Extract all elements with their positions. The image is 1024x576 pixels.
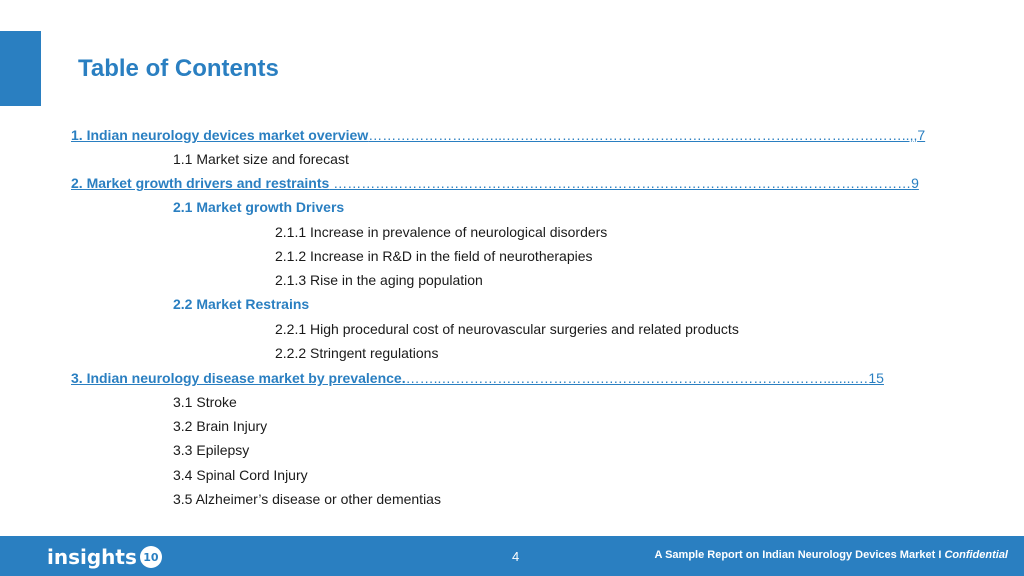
toc-leader-dots: ………………………………………………………………….………………………………………… <box>329 175 912 191</box>
toc-entry-2-1-3: 2.1.3 Rise in the aging population <box>275 272 483 288</box>
insights10-logo <box>47 544 162 570</box>
toc-entry-2-1: 2.1 Market growth Drivers <box>173 199 345 215</box>
toc-entry-2-1-2: 2.1.2 Increase in R&D in the field of neurotherapies <box>275 248 593 264</box>
toc-entry-2-1-1: 2.1.1 Increase in prevalence of neurological disorders <box>275 224 608 240</box>
confidential-label: Confidential <box>944 549 1008 561</box>
toc-entry-2[interactable] <box>71 174 919 192</box>
toc-entry-1-1: 1.1 Market size and forecast <box>173 151 349 167</box>
toc-entry-title: 3. Indian neurology disease market by prevalence. <box>71 370 406 386</box>
toc-entry-1[interactable] <box>71 126 925 144</box>
logo-text: insights <box>47 545 137 569</box>
footer-report-text <box>655 549 1009 561</box>
toc-entry-2-2-1: 2.2.1 High procedural cost of neurovascular surgeries and related products <box>275 321 739 337</box>
toc-page-number: 7 <box>917 127 926 143</box>
toc-entry-3[interactable] <box>71 369 884 387</box>
toc-page-number: 15 <box>868 370 884 386</box>
toc-entry-title: 1. Indian neurology devices market overview <box>71 127 369 143</box>
toc-entry-3-5: 3.5 Alzheimer’s disease or other dementias <box>173 491 441 507</box>
toc-leader-dots: ………………………...…………………………………………….……………………………..,, <box>368 127 918 143</box>
toc-entry-3-1: 3.1 Stroke <box>173 394 237 410</box>
page-title: Table of Contents <box>78 55 279 82</box>
toc-entry-title: 2. Market growth drivers and restraints <box>71 175 330 191</box>
page-number: 4 <box>512 549 520 564</box>
toc-entry-2-2: 2.2 Market Restrains <box>173 296 310 312</box>
toc-leader-dots: ……..……………………………….………………………………………........… <box>405 370 869 386</box>
toc-entry-2-2-2: 2.2.2 Stringent regulations <box>275 345 439 361</box>
toc-entry-3-4: 3.4 Spinal Cord Injury <box>173 467 308 483</box>
footer-bar <box>0 536 1024 576</box>
footer-report-label: A Sample Report on Indian Neurology Devices Market I <box>654 549 945 561</box>
toc-entry-3-2: 3.2 Brain Injury <box>173 418 268 434</box>
toc-entry-3-3: 3.3 Epilepsy <box>173 442 250 458</box>
toc-page-number: 9 <box>911 175 919 191</box>
logo-badge-icon: 10 <box>140 546 162 568</box>
